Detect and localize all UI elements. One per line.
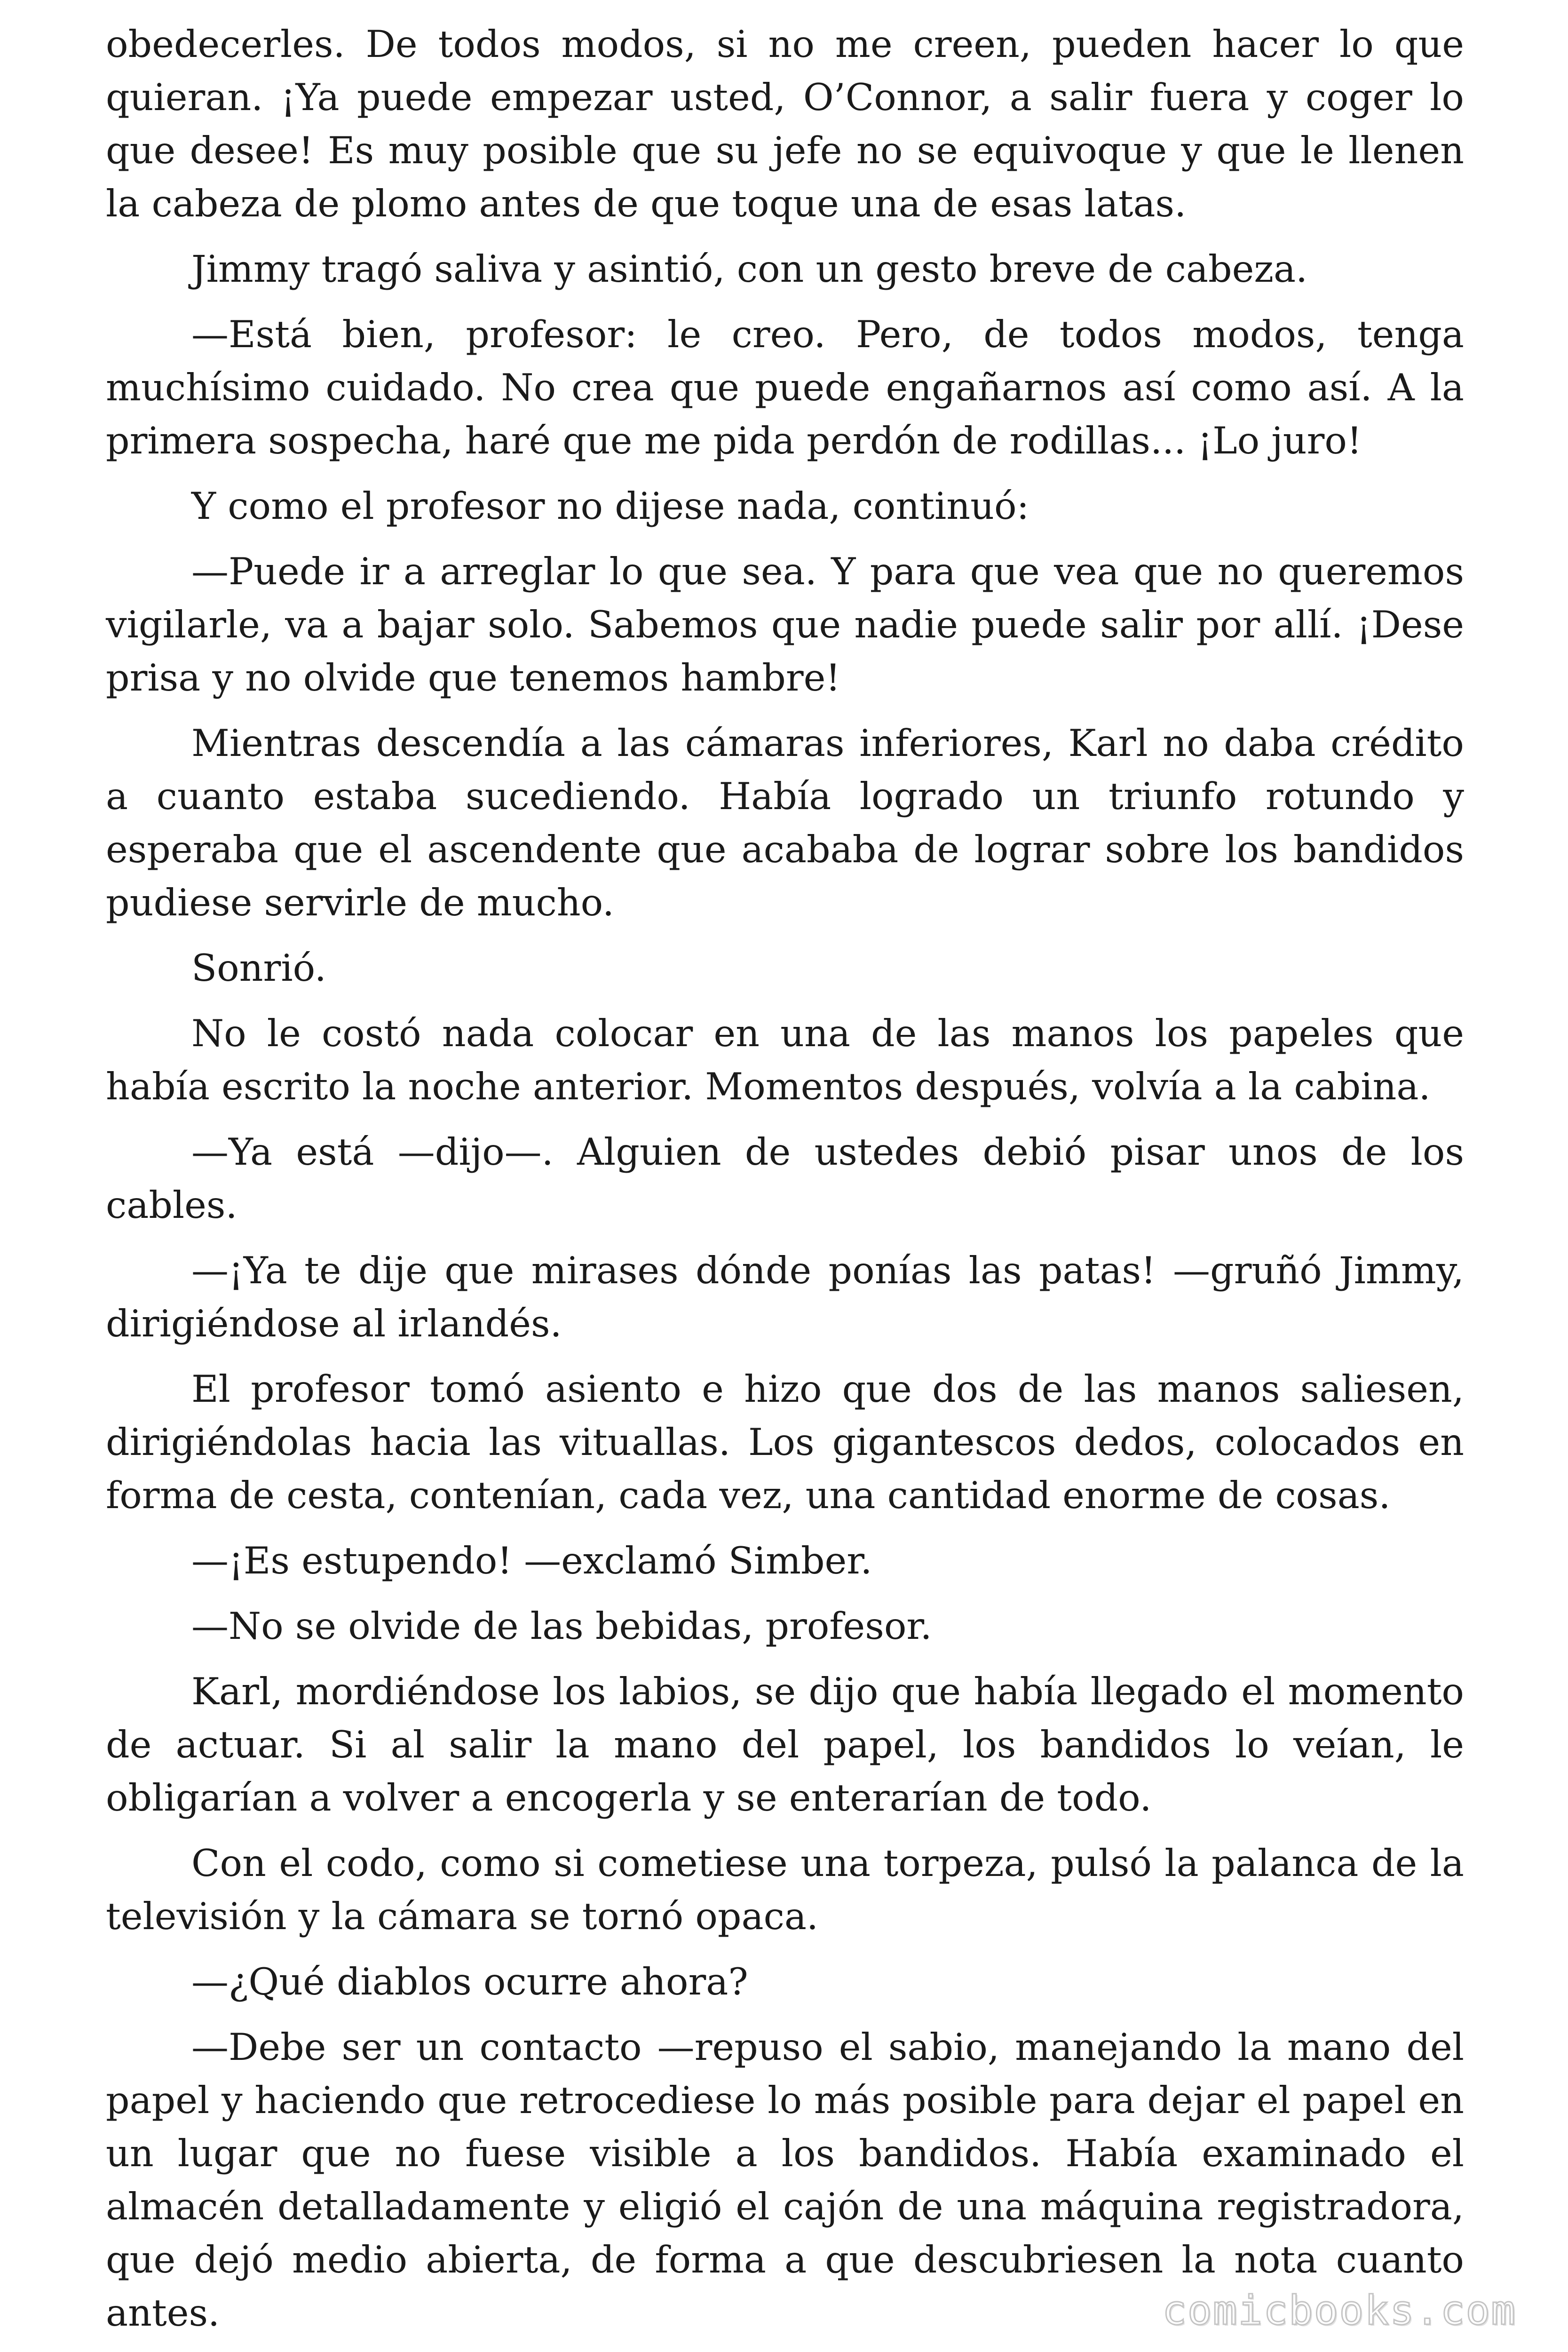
paragraph: Con el codo, como si cometiese una torpeza, pulsó la palanca de la televisión y la cámara se tornó opaca. bbox=[106, 1842, 1464, 1938]
paragraph: Sonrió. bbox=[191, 946, 326, 990]
paragraph: —Debe ser un contacto —repuso el sabio, manejando la mano del papel y haciendo que retrocediese lo más posible para dejar el papel en un lugar que no fuese visible a los bandidos. Había examinado el almacén detalladamente y eligió el cajón de una máquina registradora, que dejó medio abierta, de forma a que descubriesen la nota cuanto antes. bbox=[106, 2026, 1464, 2335]
paragraph: —¡Es estupendo! —exclamó Simber. bbox=[191, 1539, 872, 1582]
paragraph: Jimmy tragó saliva y asintió, con un gesto breve de cabeza. bbox=[191, 247, 1308, 291]
paragraph: Y como el profesor no dijese nada, continuó: bbox=[191, 485, 1029, 528]
paragraph: obedecerles. De todos modos, si no me creen, pueden hacer lo que quieran. ¡Ya puede empezar usted, O’Connor, a salir fuera y coger lo que desee! Es muy posible que su jefe no se equivoque y que le llenen la cabeza de plomo antes de que toque una de esas latas. bbox=[106, 23, 1464, 225]
paragraph: No le costó nada colocar en una de las manos los papeles que había escrito la noche anterior. Momentos después, volvía a la cabina. bbox=[106, 1012, 1464, 1108]
paragraph: —¡Ya te dije que mirases dónde ponías las patas! —gruñó Jimmy, dirigiéndose al irlandés. bbox=[106, 1249, 1464, 1345]
watermark: comicbooks.com bbox=[1162, 2287, 1516, 2334]
paragraph: —¿Qué diablos ocurre ahora? bbox=[191, 1960, 748, 2003]
paragraph: Karl, mordiéndose los labios, se dijo que había llegado el momento de actuar. Si al salir la mano del papel, los bandidos lo veían, le obligarían a volver a encogerla y se enterarían de todo. bbox=[106, 1670, 1464, 1820]
paragraph: —Ya está —dijo—. Alguien de ustedes debió pisar unos de los cables. bbox=[106, 1130, 1464, 1227]
paragraph: —No se olvide de las bebidas, profesor. bbox=[191, 1605, 932, 1648]
page-text bbox=[106, 18, 1464, 2352]
paragraph: Mientras descendía a las cámaras inferiores, Karl no daba crédito a cuanto estaba sucediendo. Había logrado un triunfo rotundo y esperaba que el ascendente que acababa de lograr sobre los bandidos pudiese servirle de mucho. bbox=[106, 722, 1464, 924]
paragraph: —Puede ir a arreglar lo que sea. Y para que vea que no queremos vigilarle, va a bajar solo. Sabemos que nadie puede salir por allí. ¡Dese prisa y no olvide que tenemos hambre! bbox=[106, 550, 1464, 699]
paragraph: El profesor tomó asiento e hizo que dos de las manos saliesen, dirigiéndolas hacia las vituallas. Los gigantescos dedos, colocados en forma de cesta, contenían, cada vez, una cantidad enorme de cosas. bbox=[106, 1367, 1464, 1517]
paragraph: —Está bien, profesor: le creo. Pero, de todos modos, tenga muchísimo cuidado. No crea que puede engañarnos así como así. A la primera sospecha, haré que me pida perdón de rodillas... ¡Lo juro! bbox=[106, 313, 1464, 462]
